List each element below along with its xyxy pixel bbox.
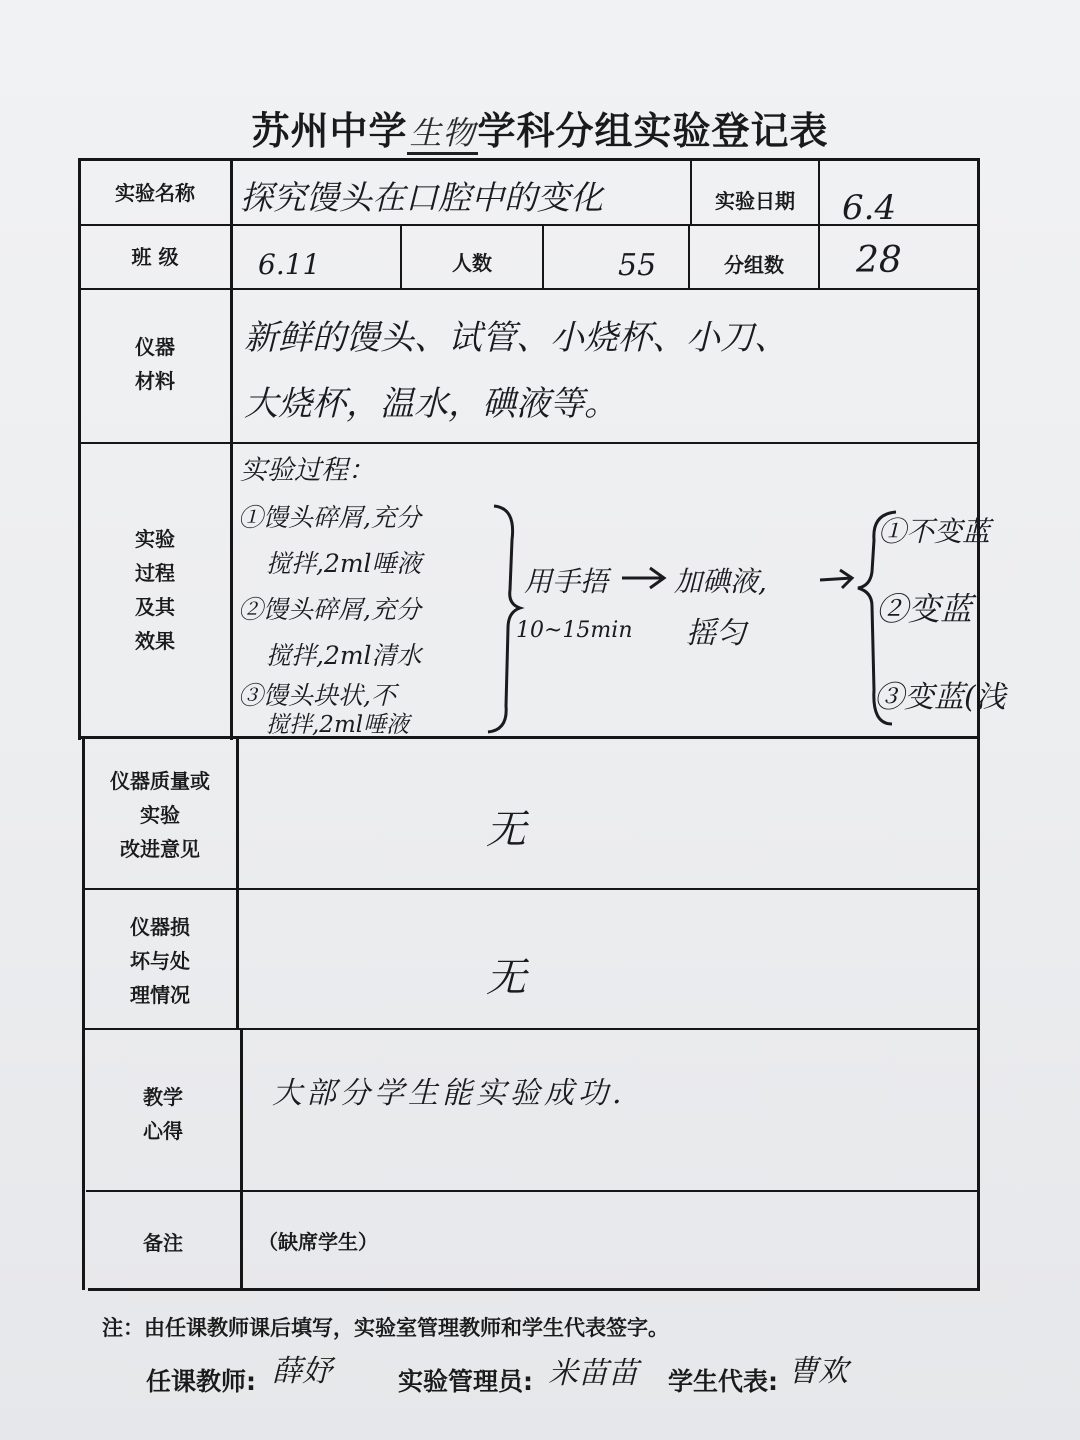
value-quality[interactable]: 无 [486, 807, 526, 853]
process-step: 搅拌,2ml清水 [266, 641, 422, 670]
label-experiment-date: 实验日期 [715, 189, 795, 213]
arrow-right-icon [622, 568, 664, 588]
label-remarks: 备注 [143, 1231, 183, 1255]
manager-label: 实验管理员: [398, 1367, 533, 1396]
value-experiment-name[interactable]: 探究馒头在口腔中的变化 [240, 178, 603, 217]
value-equipment-line-1[interactable]: 新鲜的馒头、试管、小烧杯、小刀、 [244, 318, 788, 358]
label-damage-2: 坏与处 [130, 949, 190, 973]
label-process-3: 及其 [135, 595, 175, 619]
value-class[interactable]: 6.11 [258, 248, 321, 281]
process-mid-2: 10~15min [516, 618, 633, 643]
label-equipment-1: 仪器 [135, 335, 175, 359]
label-equipment-2: 材料 [135, 369, 175, 393]
result-item: ③变蓝(浅 [874, 680, 1006, 715]
label-class: 班 级 [131, 245, 179, 269]
process-step: 搅拌,2ml唾液 [266, 549, 422, 578]
process-heading: 实验过程： [240, 455, 375, 486]
process-mid-4: 摇匀 [686, 616, 746, 651]
label-quality-3: 改进意见 [120, 837, 200, 861]
label-process-2: 过程 [135, 561, 175, 585]
label-groups: 分组数 [724, 253, 784, 277]
label-quality-2: 实验 [140, 803, 180, 827]
process-step: ③馒头块状,不 [238, 681, 396, 710]
process-mid-1: 用手捂 [524, 565, 609, 598]
value-equipment-line-2[interactable]: 大烧杯，温水，碘液等。 [244, 384, 618, 424]
label-teaching-2: 心得 [143, 1119, 183, 1143]
student-signature[interactable]: 曹欢 [788, 1354, 848, 1389]
title-suffix: 学科分组实验登记表 [477, 109, 829, 153]
process-step: ①馒头碎屑,充分 [238, 503, 421, 532]
process-step: 搅拌,2ml唾液 [266, 712, 410, 738]
label-process-4: 效果 [135, 629, 175, 653]
result-item: ①不变蓝 [878, 515, 991, 548]
label-experiment-name: 实验名称 [115, 181, 195, 205]
label-people: 人数 [452, 251, 492, 275]
process-mid-3: 加碘液, [674, 565, 767, 598]
label-damage-1: 仪器损 [130, 915, 190, 939]
value-people[interactable]: 55 [618, 248, 657, 283]
value-remarks[interactable]: （缺席学生） [258, 1230, 378, 1254]
value-teaching[interactable]: 大部分学生能实验成功. [272, 1076, 626, 1111]
label-teaching-1: 教学 [143, 1085, 183, 1109]
student-label: 学生代表: [668, 1367, 778, 1396]
teacher-signature[interactable]: 薛妤 [272, 1354, 332, 1389]
title-subject: 生物 [407, 114, 477, 155]
arrow-right-icon [820, 570, 852, 588]
label-damage-3: 理情况 [130, 983, 190, 1007]
result-item: ②变蓝 [876, 590, 973, 628]
title-prefix: 苏州中学 [251, 109, 408, 153]
value-groups[interactable]: 28 [856, 240, 902, 281]
label-process-1: 实验 [135, 527, 175, 551]
value-damage[interactable]: 无 [486, 955, 526, 1001]
value-experiment-date[interactable]: 6.4 [842, 188, 897, 228]
teacher-label: 任课教师: [146, 1367, 256, 1396]
manager-signature[interactable]: 米苗苗 [548, 1356, 638, 1391]
footer-note: 注：由任课教师课后填写，实验室管理教师和学生代表签字。 [102, 1316, 669, 1340]
label-quality-1: 仪器质量或 [110, 769, 210, 793]
process-step: ②馒头碎屑,充分 [238, 595, 421, 624]
